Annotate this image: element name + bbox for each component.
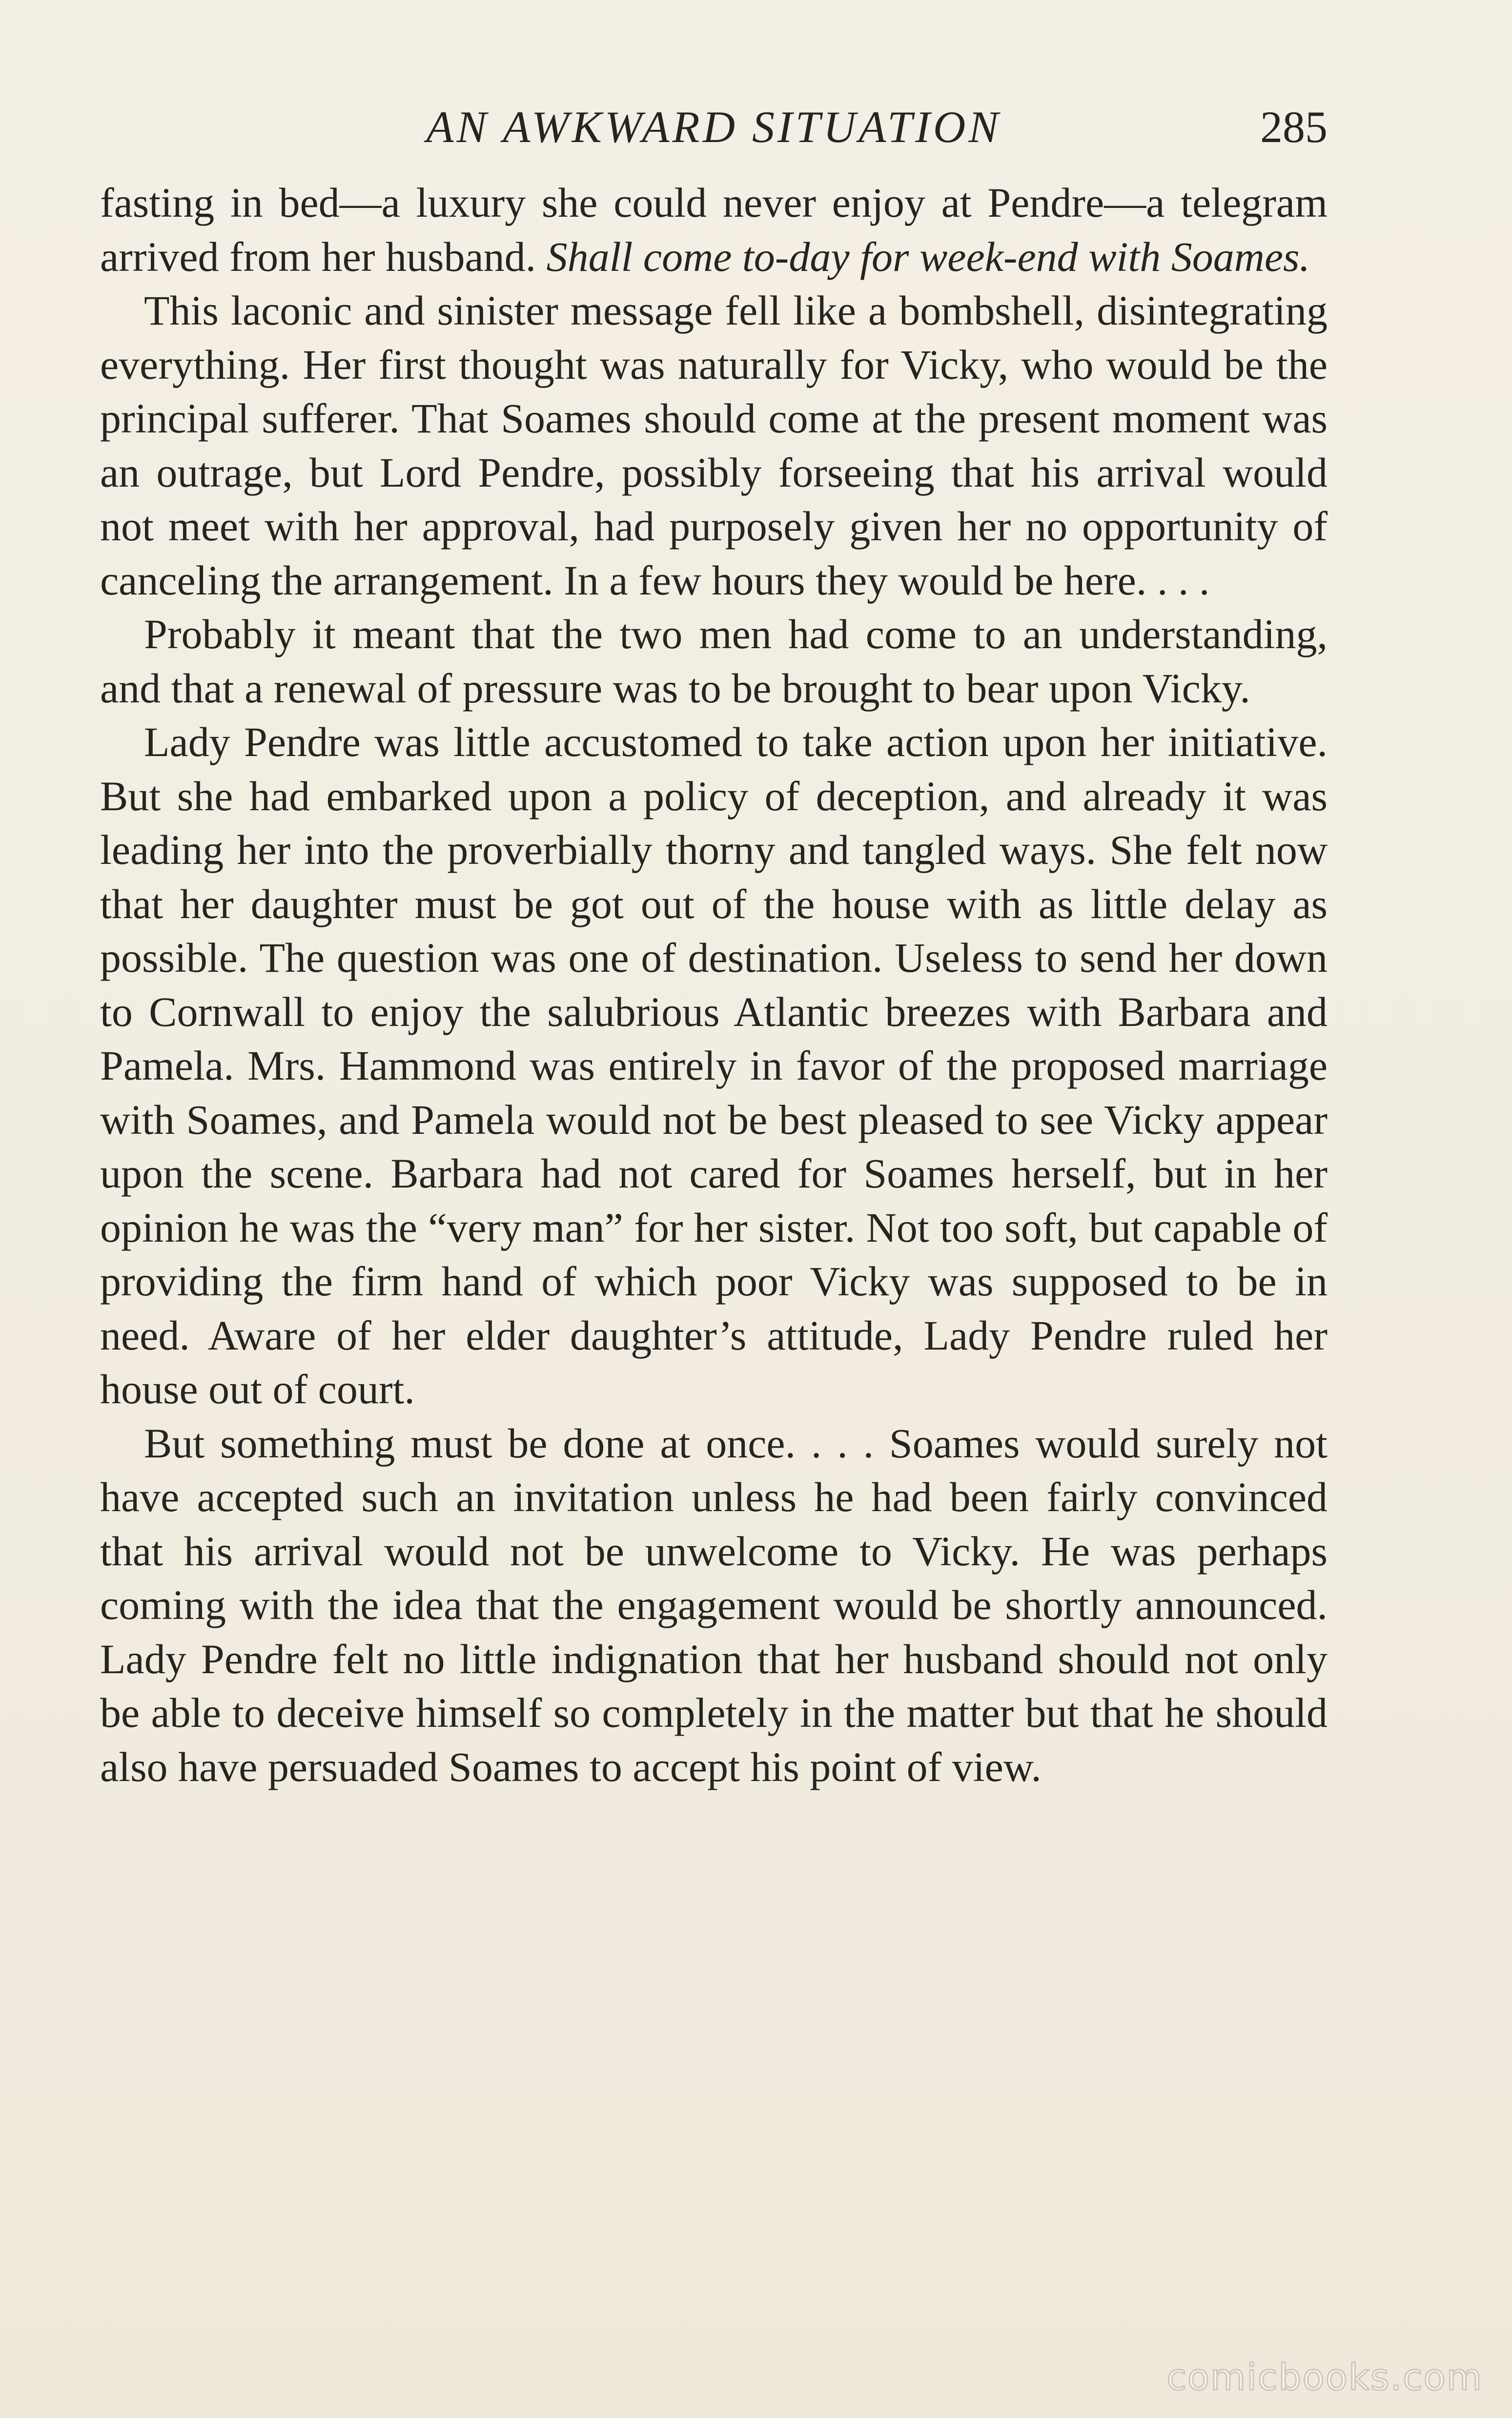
paragraph-text: fasting in bed—a luxury she could never enjoy at Pendre—a telegram arrived from her husband. bbox=[100, 179, 1328, 280]
paragraph-text: This laconic and sinister message fell like a bombshell, disintegrating everything. Her first thought was naturally for Vicky, who would be the principal sufferer. That Soames should come at the present moment was an outrage, but Lord Pendre, possibly forseeing that his arrival would not meet with her approval, had purposely given her no opportunity of canceling the arrangement. In a few hours they would be here. . . . bbox=[100, 287, 1328, 604]
page-number: 285 bbox=[1260, 102, 1328, 152]
paragraph bbox=[100, 176, 1328, 284]
paragraph bbox=[100, 284, 1328, 607]
body-text bbox=[100, 176, 1328, 1794]
running-title: AN AWKWARD SITUATION bbox=[426, 102, 1001, 152]
paragraph-text: Probably it meant that the two men had come to an understanding, and that a renewal of pressure was to be brought to bear upon Vicky. bbox=[100, 611, 1328, 712]
paragraph bbox=[100, 715, 1328, 1416]
paragraph bbox=[100, 607, 1328, 715]
watermark-text: comicbooks.com bbox=[1166, 2357, 1483, 2398]
italic-text: Shall come to-day for week-end with Soames. bbox=[546, 233, 1310, 280]
running-header bbox=[100, 100, 1328, 154]
paragraph-text: But something must be done at once. . . . Soames would surely not have accepted such an invitation unless he had been fairly convinced that his arrival would not be unwelcome to Vicky. He was perhaps coming with the idea that the engagement would be shortly announced. Lady Pendre felt no little indignation that her husband should not only be able to deceive himself so completely in the matter but that he should also have persuaded Soames to accept his point of view. bbox=[100, 1419, 1328, 1790]
paragraph-text: Lady Pendre was little accustomed to take action upon her initiative. But she had embarked upon a policy of deception, and already it was leading her into the proverbially thorny and tangled ways. She felt now that her daughter must be got out of the house with as little delay as possible. The question was one of destination. Useless to send her down to Cornwall to enjoy the salubrious Atlantic breezes with Barbara and Pamela. Mrs. Hammond was entirely in favor of the proposed marriage with Soames, and Pamela would not be best pleased to see Vicky appear upon the scene. Barbara had not cared for Soames herself, but in her opinion he was the “very man” for her sister. Not too soft, but capable of providing the firm hand of which poor Vicky was supposed to be in need. Aware of her elder daughter’s attitude, Lady Pendre ruled her house out of court. bbox=[100, 718, 1328, 1413]
paragraph bbox=[100, 1416, 1328, 1794]
